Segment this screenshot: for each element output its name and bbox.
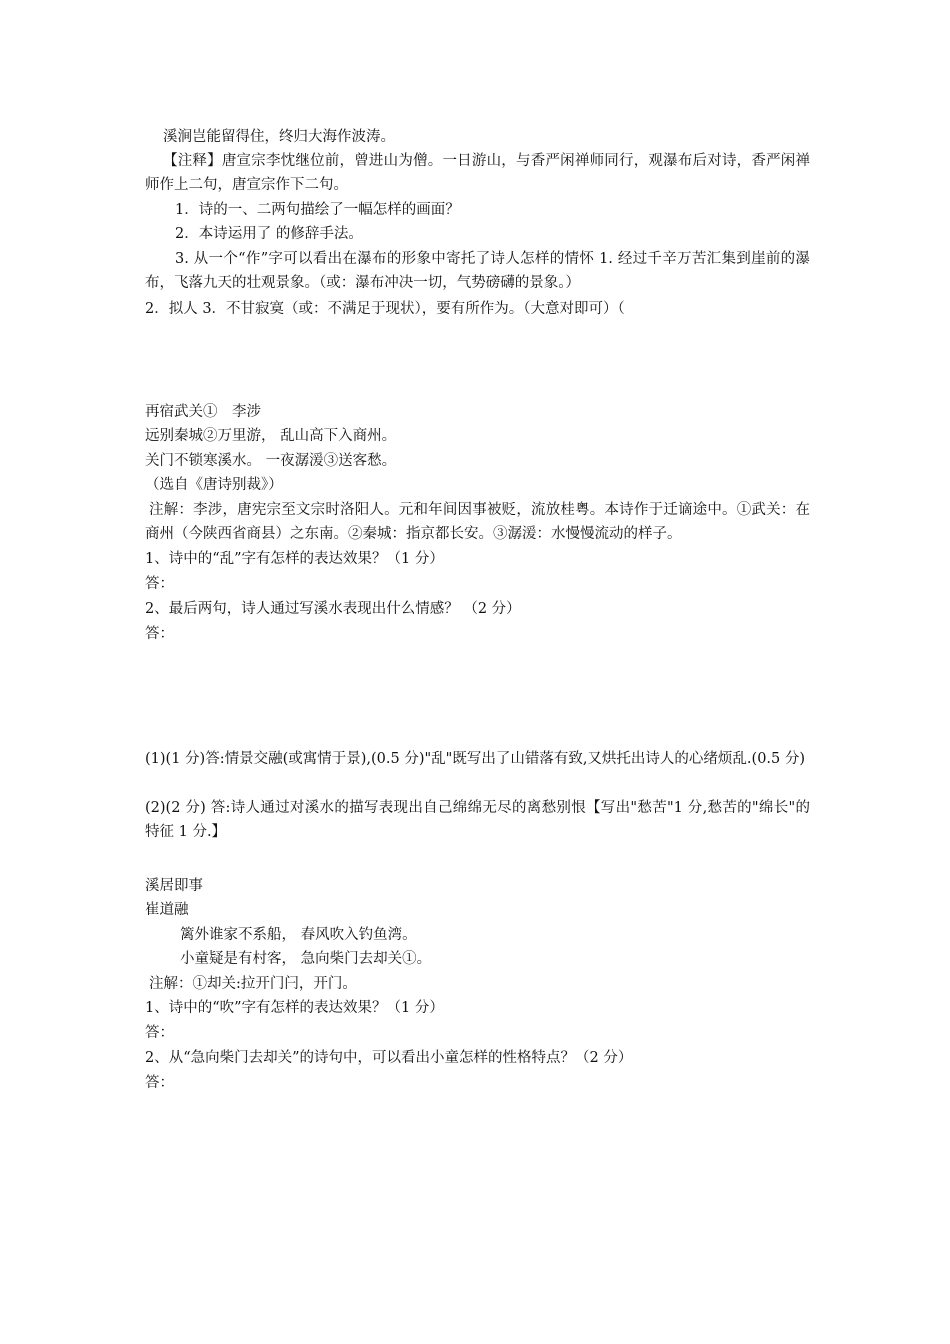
- poem-title: 溪居即事: [145, 878, 203, 894]
- poem-author: 崔道融: [145, 902, 189, 918]
- poem-closing-line: 溪涧岂能留得住，终归大海作波涛。: [163, 129, 395, 145]
- poem-title-author: 再宿武关① 李涉: [145, 404, 261, 420]
- annotation-note: 【注释】唐宣宗李忱继位前，曾进山为僧。一日游山，与香严闲禅师同行，观瀑布后对诗，香严闲禅师作上二句，唐宣宗作下二句。: [145, 153, 810, 193]
- answer-label-2: 答：: [145, 626, 174, 642]
- poem-source: （选自《唐诗别裁》）: [145, 477, 283, 493]
- answer-label-1: 答：: [145, 576, 174, 592]
- answer-label-2: 答：: [145, 1075, 174, 1091]
- question-2: 2．本诗运用了 的修辞手法。: [175, 226, 363, 242]
- question-1: 1、诗中的“吹”字有怎样的表达效果？（1 分）: [145, 1000, 444, 1016]
- question-1: 1．诗的一、二两句描绘了一幅怎样的画面？: [175, 202, 460, 218]
- poem-line-2: 关门不锁寒溪水。 一夜潺湲③送客愁。: [145, 453, 397, 469]
- poem-line-2: 小童疑是有村客， 急向柴门去却关①。: [180, 951, 432, 967]
- poem-line-1: 篱外谁家不系船， 春风吹入钓鱼湾。: [180, 927, 417, 943]
- poem-line-1: 远别秦城②万里游， 乱山高下入商州。: [145, 428, 397, 444]
- question-2: 2、从“急向柴门去却关”的诗句中，可以看出小童怎样的性格特点？（2 分）: [145, 1050, 633, 1066]
- reference-answer-2: (2)(2 分) 答:诗人通过对溪水的描写表现出自己绵绵无尽的离愁别恨【写出"愁苦"1 分,愁苦的"绵长"的特征 1 分.】: [145, 800, 810, 840]
- poem-annotation: 注解：①却关:拉开门闩，开门。: [149, 976, 357, 992]
- answer-label-1: 答：: [145, 1025, 174, 1041]
- reference-answer-1: (1)(1 分)答:情景交融(或寓情于景),(0.5 分)"乱"既写出了山错落有致,又烘托出诗人的心绪烦乱.(0.5 分): [145, 751, 806, 767]
- answer-continuation: 2．拟人 3．不甘寂寞（或：不满足于现状），要有所作为。（大意对即可）（: [145, 301, 625, 317]
- question-1: 1、诗中的“乱”字有怎样的表达效果？（1 分）: [145, 551, 444, 567]
- poem-annotation: 注解：李涉，唐宪宗至文宗时洛阳人。元和年间因事被贬，流放桂粤。本诗作于迁谪途中。①武关：在商州（今陕西省商县）之东南。②秦城：指京都长安。③潺湲：水慢慢流动的样子。: [145, 502, 810, 542]
- question-3-with-answer: 3. 从一个“作”字可以看出在瀑布的形象中寄托了诗人怎样的情怀 1. 经过千辛万苦汇集到崖前的瀑布，飞落九天的壮观景象。（或：瀑布冲决一切，气势磅礴的景象。）: [145, 251, 810, 291]
- question-2: 2、最后两句，诗人通过写溪水表现出什么情感？ （2 分）: [145, 601, 521, 617]
